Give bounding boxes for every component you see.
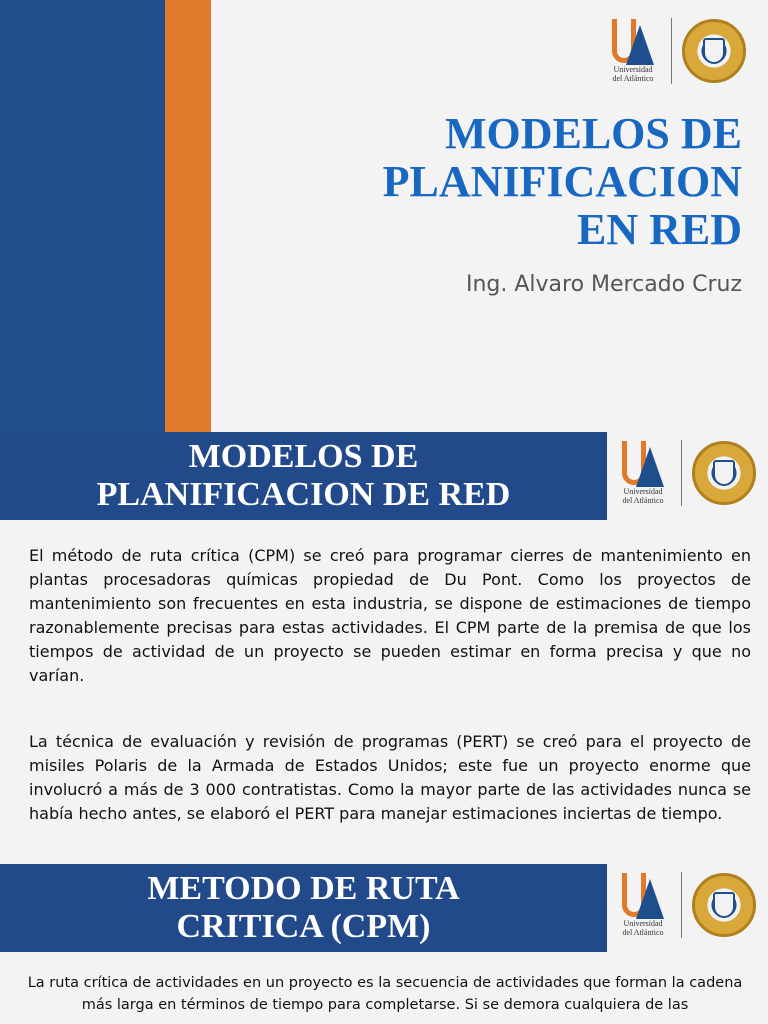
logo-text-line: del Atlántico <box>622 928 664 937</box>
logo-text-line: Universidad <box>623 919 663 928</box>
header-line: METODO DE RUTA <box>147 870 460 907</box>
author-subtitle: Ing. Alvaro Mercado Cruz <box>465 272 742 297</box>
institution-logos <box>615 872 756 938</box>
header-line: CRITICA (CPM) <box>176 908 431 945</box>
logo-text-line: Universidad <box>613 65 653 74</box>
logo-divider <box>671 18 672 84</box>
seal-icon <box>682 19 746 83</box>
slide-header <box>0 432 607 520</box>
logo-text-line: Universidad <box>623 487 663 496</box>
title-line: MODELOS DE <box>444 109 742 158</box>
presentation-title <box>383 110 742 254</box>
slide-title <box>0 0 768 432</box>
universidad-atlantico-logo <box>605 19 661 83</box>
institution-logos <box>615 440 756 506</box>
logo-text-line: del Atlántico <box>612 74 654 83</box>
logo-divider <box>681 440 682 506</box>
paragraph-pert: La técnica de evaluación y revisión de programas (PERT) se creó para el proyecto de misiles Polaris de la Armada de Estados Unidos; este fue un proyecto enorme que involucró a más de 3 000 contratistas. Como la mayor parte de las actividades nunca se había hecho antes, se elaboró el PERT para manejar estimaciones inciertas de tiempo. <box>29 732 751 823</box>
universidad-atlantico-logo <box>615 873 671 937</box>
header-line: MODELOS DE <box>188 438 419 475</box>
institution-logos <box>605 18 746 84</box>
title-line: EN RED <box>576 205 742 254</box>
header-line: PLANIFICACION DE RED <box>96 476 511 513</box>
logo-text-line: del Atlántico <box>622 496 664 505</box>
logo-divider <box>681 872 682 938</box>
ua-logo-icon <box>622 441 664 487</box>
paragraph-cpm: El método de ruta crítica (CPM) se creó para programar cierres de mantenimiento en plantas procesadoras químicas propiedad de Du Pont. Como los proyectos de mantenimiento son frecuentes en esta industria, se dispone de estimaciones de tiempo razonablemente precisas para estas actividades. El CPM parte de la premisa de que los tiempos de actividad de un proyecto se pueden estimar en forma precisa y que no varían. <box>29 546 751 685</box>
ua-logo-icon <box>622 873 664 919</box>
slide-header <box>0 864 607 952</box>
slide-modelos <box>0 432 768 864</box>
orange-side-bar <box>165 0 211 432</box>
seal-icon <box>692 441 756 505</box>
universidad-atlantico-logo <box>615 441 671 505</box>
blue-side-bar <box>0 0 165 432</box>
slide-ruta-critica <box>0 864 768 1024</box>
paragraph-ruta-critica: La ruta crítica de actividades en un proyecto es la secuencia de actividades que forman la cadena más larga en términos de tiempo para completarse. Si se demora cualquiera de las <box>27 975 743 1013</box>
ua-logo-icon <box>612 19 654 65</box>
title-line: PLANIFICACION <box>382 157 742 206</box>
seal-icon <box>692 873 756 937</box>
